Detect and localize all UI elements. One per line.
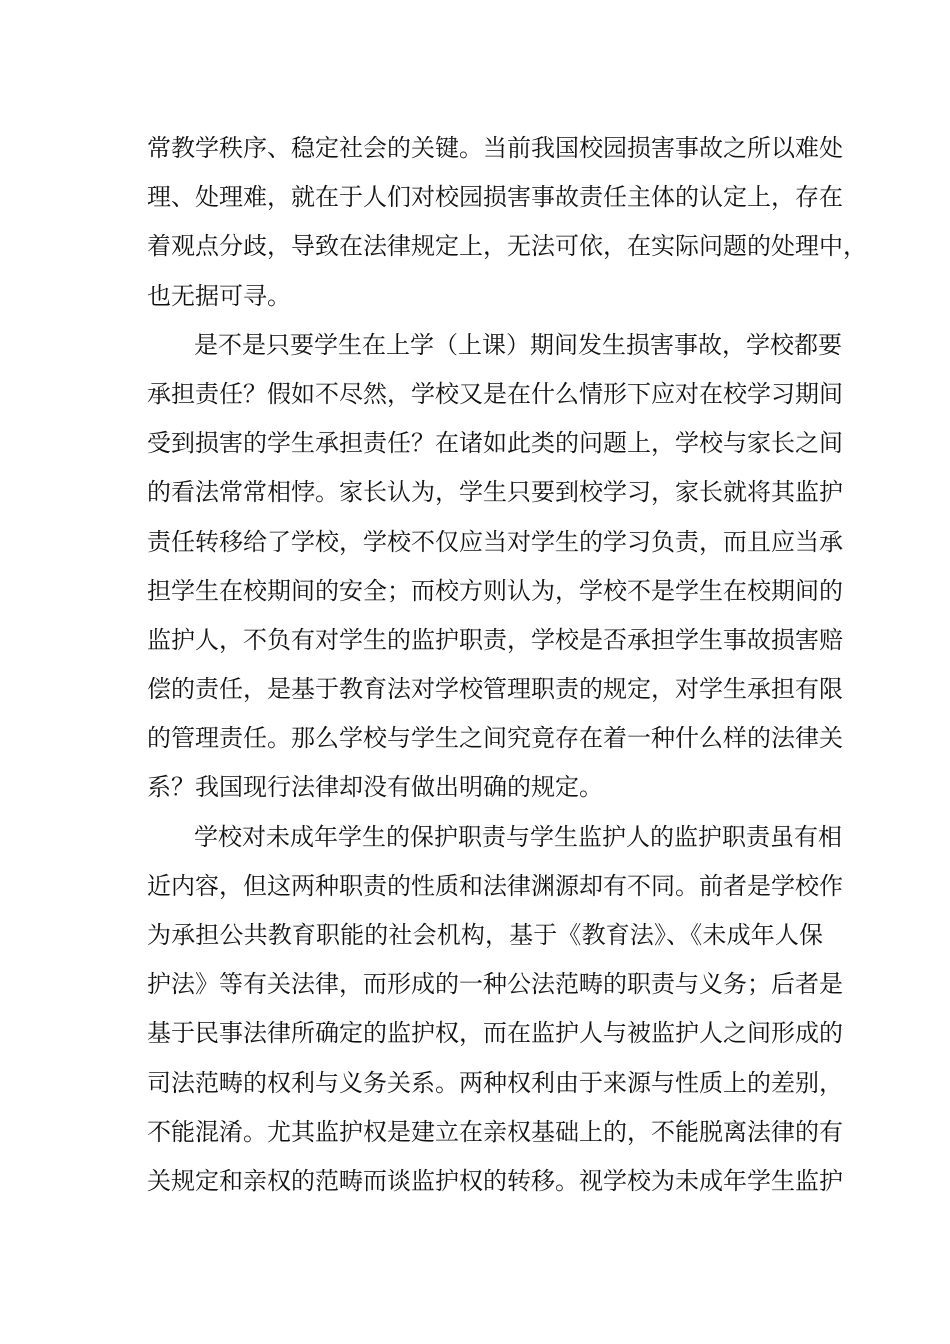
text-line: 受到损害的学生承担责任？在诸如此类的问题上，学校与家长之间 [147, 429, 843, 458]
text-line: 偿的责任，是基于教育法对学校管理职责的规定，对学生承担有限 [147, 675, 843, 704]
text-line: 监护人，不负有对学生的监护职责，学校是否承担学生事故损害赔 [147, 625, 843, 654]
text-line: 系？我国现行法律却没有做出明确的规定。 [147, 773, 603, 802]
paragraph [147, 813, 843, 1207]
text-line: 着观点分歧，导致在法律规定上，无法可依，在实际问题的处理中， [147, 232, 867, 261]
paragraph [147, 124, 867, 321]
text-line: 不能混淆。尤其监护权是建立在亲权基础上的，不能脱离法律的有 [147, 1117, 843, 1146]
text-line: 学校对未成年学生的保护职责与学生监护人的监护职责虽有相 [194, 822, 842, 851]
text-line: 也无据可寻。 [147, 281, 291, 310]
text-line: 理、处理难，就在于人们对校园损害事故责任主体的认定上，存在 [147, 183, 843, 212]
text-line: 近内容，但这两种职责的性质和法律渊源却有不同。前者是学校作 [147, 871, 843, 900]
text-line: 的管理责任。那么学校与学生之间究竟存在着一种什么样的法律关 [147, 724, 843, 753]
text-line: 为承担公共教育职能的社会机构，基于《教育法》、《未成年人保 [147, 921, 823, 949]
paragraph [147, 321, 843, 813]
text-line: 责任转移给了学校，学校不仅应当对学生的学习负责，而且应当承 [147, 527, 843, 556]
document-body [147, 124, 867, 1206]
text-line: 担学生在校期间的安全；而校方则认为，学校不是学生在校期间的 [147, 576, 843, 605]
text-line: 承担责任？假如不尽然，学校又是在什么情形下应对在校学习期间 [147, 379, 843, 408]
text-line: 的看法常常相悖。家长认为，学生只要到校学习，家长就将其监护 [147, 478, 843, 507]
text-line: 常教学秩序、稳定社会的关键。当前我国校园损害事故之所以难处 [147, 134, 843, 162]
text-line: 司法范畴的权利与义务关系。两种权利由于来源与性质上的差别， [147, 1068, 843, 1097]
text-line: 护法》等有关法律，而形成的一种公法范畴的职责与义务；后者是 [147, 970, 843, 999]
text-line: 关规定和亲权的范畴而谈监护权的转移。视学校为未成年学生监护 [147, 1166, 843, 1195]
text-line: 基于民事法律所确定的监护权，而在监护人与被监护人之间形成的 [147, 1019, 843, 1048]
text-line: 是不是只要学生在上学（上课）期间发生损害事故，学校都要 [194, 330, 842, 359]
